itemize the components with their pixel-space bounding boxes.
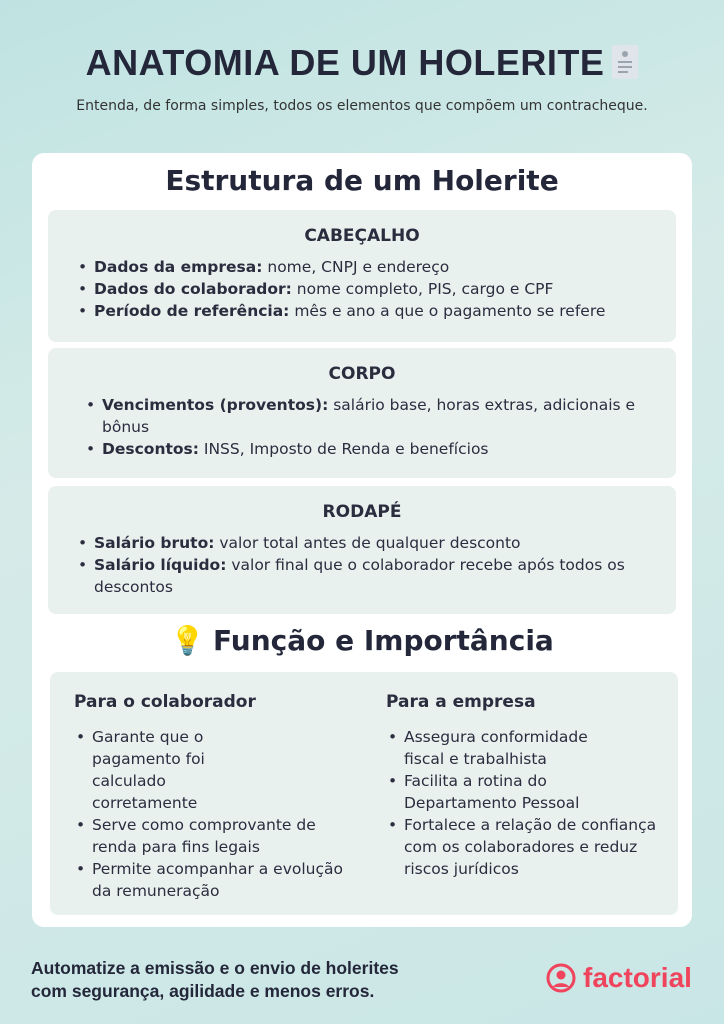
- factorial-logo-icon: [545, 962, 577, 994]
- section-cabecalho: [48, 210, 676, 342]
- list-item: • Fortalece a relação de confiança com os colaboradores e reduz riscos jurídicos: [386, 814, 671, 880]
- footer-line: com segurança, agilidade e menos erros.: [31, 981, 375, 1001]
- section-title: CORPO: [328, 364, 396, 384]
- section-title: CABEÇALHO: [304, 226, 420, 246]
- section-rodape: [48, 486, 676, 614]
- column-title: Para o colaborador: [74, 692, 256, 712]
- list-item: • Assegura conformidade fiscal e trabalhista: [386, 726, 671, 770]
- list-item: • Garante que o pagamento foi calculado corretamente: [74, 726, 354, 814]
- list-item: • Vencimentos (proventos): salário base, horas extras, adicionais e bônus: [84, 394, 656, 438]
- section-title: RODAPÉ: [322, 502, 402, 522]
- column-empresa: [386, 692, 671, 880]
- importance-box: [50, 672, 678, 915]
- footer-cta: [31, 957, 399, 1003]
- footer-line: Automatize a emissão e o envio de holerites: [31, 958, 399, 978]
- list-item: • Salário bruto: valor total antes de qualquer desconto: [76, 532, 636, 554]
- importance-heading: 💡 Função e Importância: [170, 624, 554, 657]
- list-item: • Dados da empresa: nome, CNPJ e endereço: [76, 256, 676, 278]
- list-item: • Facilita a rotina do Departamento Pessoal: [386, 770, 671, 814]
- column-colaborador: [74, 692, 354, 902]
- list-item: • Permite acompanhar a evolução da remuneração: [74, 858, 354, 902]
- list-item: • Salário líquido: valor final que o colaborador recebe após todos os descontos: [76, 554, 636, 598]
- list-item: • Descontos: INSS, Imposto de Renda e benefícios: [84, 438, 656, 460]
- lightbulb-icon: 💡: [170, 624, 206, 657]
- structure-heading: Estrutura de um Holerite: [165, 164, 559, 197]
- list-item: • Período de referência: mês e ano a que o pagamento se refere: [76, 300, 676, 322]
- brand-name: factorial: [583, 962, 692, 993]
- section-corpo: [48, 348, 676, 478]
- page-title: ANATOMIA DE UM HOLERITE: [0, 42, 724, 84]
- column-title: Para a empresa: [386, 692, 536, 712]
- document-icon: [612, 45, 638, 79]
- subtitle: Entenda, de forma simples, todos os elementos que compõem um contracheque.: [76, 98, 648, 114]
- list-item: • Dados do colaborador: nome completo, PIS, cargo e CPF: [76, 278, 676, 300]
- factorial-logo: [545, 962, 692, 994]
- list-item: • Serve como comprovante de renda para fins legais: [74, 814, 354, 858]
